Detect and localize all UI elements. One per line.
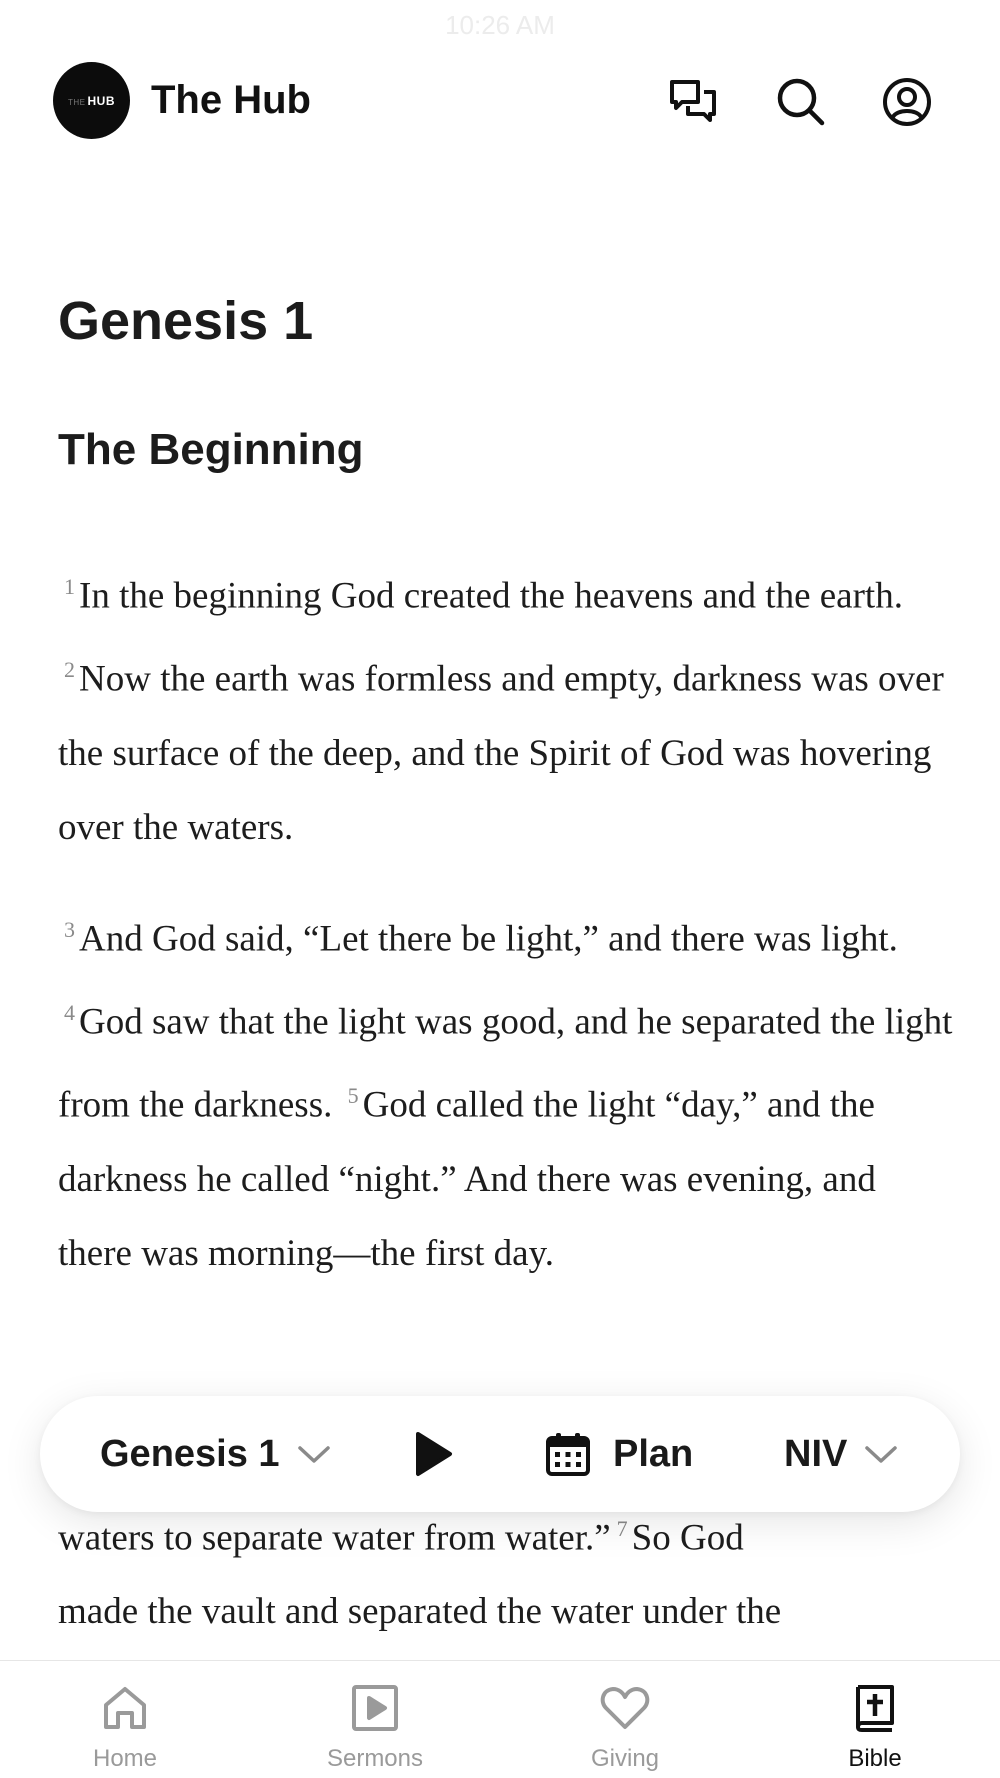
bottom-tab-bar [0, 1660, 1000, 1778]
status-bar-time: 10:26 AM [445, 10, 555, 40]
verse-number[interactable]: 2 [64, 657, 75, 683]
tab-label: Sermons [326, 1745, 424, 1772]
verse-number[interactable]: 5 [347, 1083, 359, 1109]
chapter-selector-label: Genesis 1 [100, 1432, 280, 1475]
verse-number[interactable]: 4 [64, 999, 75, 1025]
play-square-icon [348, 1681, 402, 1735]
bible-icon [848, 1681, 902, 1735]
verse-number[interactable]: 3 [64, 916, 75, 942]
scripture-paragraph [58, 550, 958, 865]
calendar-icon [545, 1431, 591, 1477]
version-selector[interactable] [784, 1396, 899, 1512]
search-icon[interactable] [775, 76, 827, 128]
app-title: The Hub [151, 78, 311, 122]
tab-bible[interactable] [785, 1661, 965, 1778]
scripture-continuation [58, 1492, 958, 1649]
tab-giving[interactable] [535, 1661, 715, 1778]
verse-text[interactable]: And God said, “Let there be light,” and there was light. [79, 917, 898, 959]
scripture-paragraph [58, 893, 958, 1291]
tab-home[interactable] [35, 1661, 215, 1778]
reading-controls-bar [40, 1396, 960, 1512]
app-logo[interactable] [53, 62, 130, 139]
profile-icon[interactable] [881, 76, 933, 128]
chevron-down-icon [863, 1442, 899, 1466]
tab-label: Home [92, 1745, 158, 1772]
verse-number[interactable]: 1 [64, 574, 75, 599]
logo-text: THE HUB [68, 93, 115, 108]
verse-text[interactable]: God called the light “day,” and the darkness he called “night.” And there was evening, and there was morning—the first day. [58, 1084, 876, 1274]
chapter-selector[interactable] [100, 1396, 332, 1512]
tab-label: Bible [848, 1745, 902, 1772]
verse-text[interactable]: Now the earth was formless and empty, darkness was over the surface of the deep, and the Spirit of God was hovering over the waters. [58, 658, 944, 848]
app-header [53, 62, 947, 140]
chapter-title: Genesis 1 [58, 291, 314, 351]
section-heading: The Beginning [58, 425, 364, 474]
plan-button[interactable] [545, 1396, 693, 1512]
verse-text[interactable]: God saw that the light was good, and he separated the light from the darkness. [58, 1001, 953, 1126]
version-selector-label: NIV [784, 1432, 848, 1475]
home-icon [98, 1681, 152, 1735]
scripture-text [58, 550, 958, 1319]
scripture-line[interactable]: made the vault and separated the water under the [58, 1591, 782, 1633]
play-icon [412, 1431, 454, 1477]
chevron-down-icon [296, 1442, 332, 1466]
plan-label: Plan [613, 1432, 694, 1475]
verse-number[interactable]: 7 [616, 1516, 628, 1541]
play-audio-button[interactable] [412, 1396, 454, 1512]
scripture-line[interactable]: waters to separate water from water.” $^7$ So God [58, 1516, 744, 1559]
chat-icon[interactable] [668, 76, 720, 128]
heart-icon [598, 1681, 652, 1735]
tab-sermons[interactable] [285, 1661, 465, 1778]
verse-text[interactable]: In the beginning God created the heavens and the earth. [79, 575, 903, 617]
tab-label: Giving [590, 1745, 660, 1772]
